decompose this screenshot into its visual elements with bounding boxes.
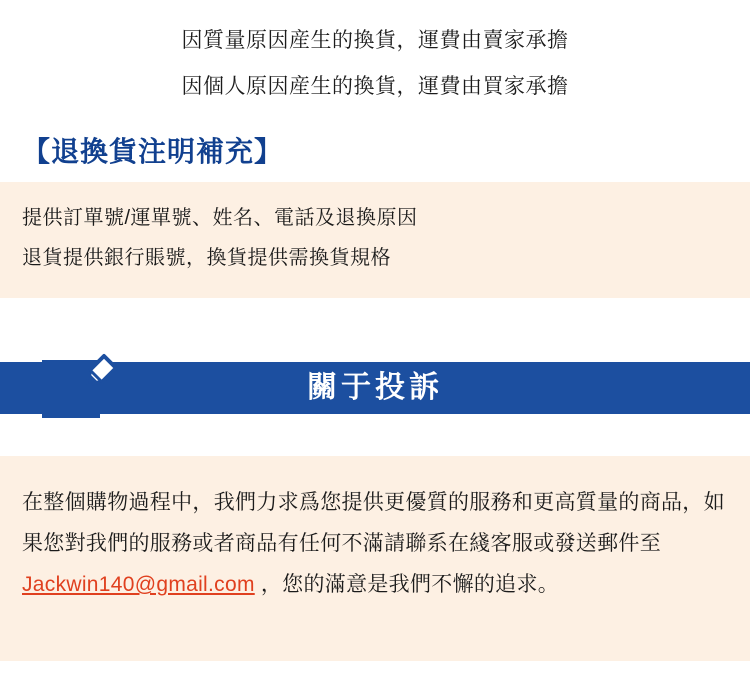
return-note-heading: 【退換貨注明補充】 (22, 136, 284, 167)
top-policy-section (0, 0, 750, 110)
complaint-text-after-email: ，您的滿意是我們不懈的追求。 (254, 573, 560, 596)
support-email-link[interactable]: Jackwin140@gmail.com (22, 573, 255, 596)
complaint-text-before-email: 在整個購物過程中，我們力求爲您提供更優質的服務和更高質量的商品，如果您對我們的服務或者商品有任何不滿請聯系在綫客服或發送郵件至 (22, 491, 725, 555)
return-note-line: 提供訂單號/運單號、姓名、電話及退換原因 (22, 207, 418, 229)
complaint-body-block (0, 456, 750, 661)
complaint-paragraph (0, 482, 750, 605)
policy-line: 因個人原因産生的換貨，運費由買家承擔 (181, 75, 569, 98)
pencil-edit-icon (38, 340, 120, 422)
policy-line: 因質量原因産生的換貨，運費由賣家承擔 (181, 29, 569, 52)
banner-title: 關于投訴 (307, 371, 443, 404)
return-note-block (0, 182, 750, 298)
complaint-banner (0, 340, 750, 426)
return-note-line: 退貨提供銀行賬號，換貨提供需換貨規格 (22, 247, 391, 269)
